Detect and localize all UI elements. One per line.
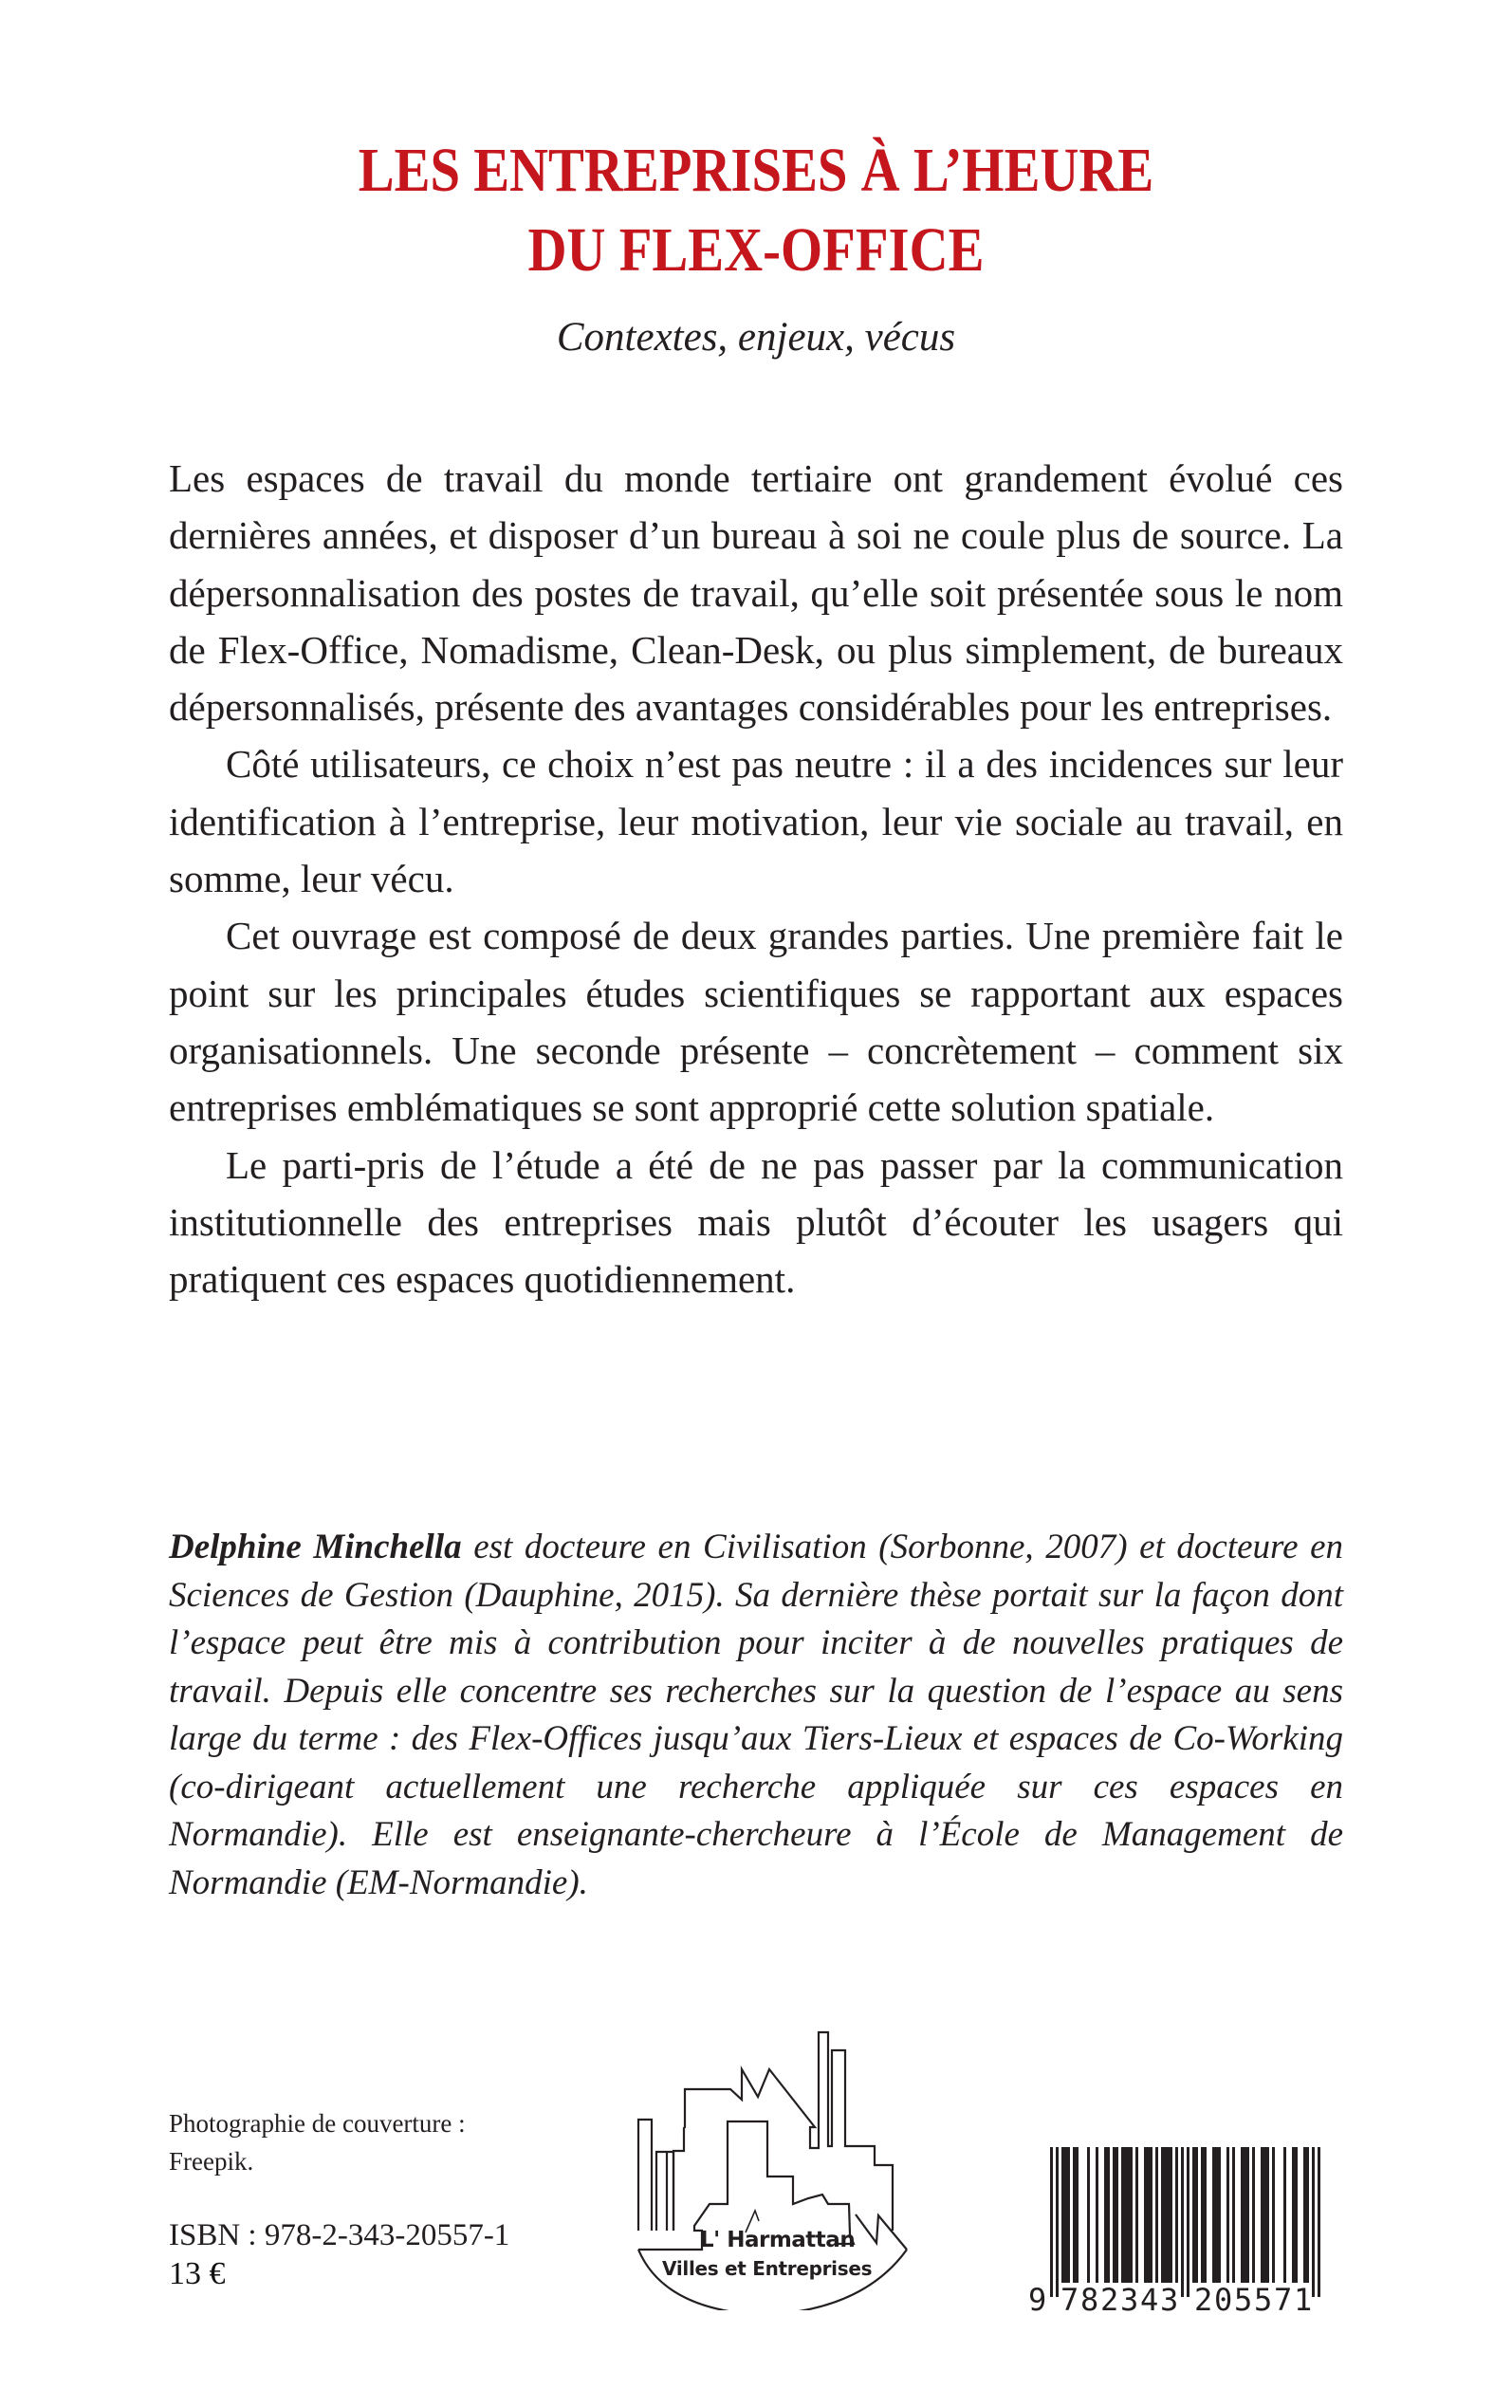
svg-text:7: 7 <box>1274 2282 1293 2313</box>
photo-credit-line-2: Freepik. <box>169 2147 254 2176</box>
summary-paragraph: Cet ouvrage est composé de deux grandes parties. Une première fait le point sur les principales études scientifiques se rapportant aux espaces organisationnels. Une seconde présente – concrètement – comment six entreprises emblématiques se sont approprié cette solution spatiale. <box>169 914 1343 1130</box>
svg-text:8: 8 <box>1080 2282 1099 2313</box>
svg-text:4: 4 <box>1140 2282 1159 2313</box>
summary-paragraph: Le parti-pris de l’étude a été de ne pas passer par la communication institutionnelle des entreprises mais plutôt d’écouter les usagers qui pratiquent ces espaces quotidiennement. <box>169 1142 1343 1302</box>
book-title-line-2: DU FLEX-OFFICE <box>527 215 985 285</box>
summary-paragraph: Côté utilisateurs, ce choix n’est pas neutre : il a des incidences sur leur identification à l’entreprise, leur motivation, leur vie sociale au travail, en somme, leur vécu. <box>169 742 1343 901</box>
svg-text:0: 0 <box>1214 2282 1233 2313</box>
isbn: ISBN : 978-2-343-20557-1 <box>169 2218 510 2252</box>
svg-text:1: 1 <box>1294 2282 1313 2313</box>
author-bio-text: est docteure en Civilisation (Sorbonne, 2007) et docteure en Sciences de Gestion (Dauphine, 2015). Sa dernière thèse portait sur la façon dont l’espace peut être mis à contribution pour inciter à de nouvelles pratiques de travail. Depuis elle concentre ses recherches sur la question de l’espace au sens large du terme : des Flex-Offices jusqu’aux Tiers-Lieux et espaces de Co-Working (co-dirigeant actuellement une recherche appliquée sur ces espaces en Normandie). Elle est enseignante-chercheure à l’École de Management de Normandie (EM-Normandie). <box>169 1528 1343 1902</box>
publisher-collection: Villes et Entreprises <box>662 2257 873 2280</box>
book-title-line-1: LES ENTREPRISES À L’HEURE <box>358 136 1154 205</box>
publisher-brand: L' Harmattan <box>700 2228 856 2252</box>
isbn-barcode <box>1023 2147 1350 2313</box>
publisher-logo <box>607 2007 920 2310</box>
svg-text:2: 2 <box>1100 2282 1119 2313</box>
svg-text:5: 5 <box>1234 2282 1253 2313</box>
svg-text:2: 2 <box>1194 2282 1213 2313</box>
photo-credit-line-1: Photographie de couverture : <box>169 2109 466 2138</box>
svg-text:9: 9 <box>1028 2282 1047 2313</box>
svg-text:3: 3 <box>1120 2282 1139 2313</box>
price: 13 € <box>169 2256 226 2291</box>
book-title <box>106 131 1407 290</box>
svg-text:3: 3 <box>1160 2282 1179 2313</box>
book-subtitle: Contextes, enjeux, vécus <box>556 315 956 360</box>
author-bio <box>169 1524 1343 1907</box>
author-bio-paragraph <box>169 1524 1343 1907</box>
author-name: Delphine Minchella <box>169 1528 462 1566</box>
back-cover-summary <box>169 450 1343 1307</box>
svg-text:5: 5 <box>1254 2282 1273 2313</box>
summary-paragraph: Les espaces de travail du monde tertiaire ont grandement évolué ces dernières années, et disposer d’un bureau à soi ne coule plus de source. La dépersonnalisation des postes de travail, qu’elle soit présentée sous le nom de Flex-Office, Nomadisme, Clean-Desk, ou plus simplement, de bureaux dépersonnalisés, présente des avantages considérables pour les entreprises. <box>169 456 1343 730</box>
barcode-icon <box>1023 2147 1350 2313</box>
svg-text:7: 7 <box>1060 2282 1079 2313</box>
photo-credit <box>169 2104 466 2180</box>
